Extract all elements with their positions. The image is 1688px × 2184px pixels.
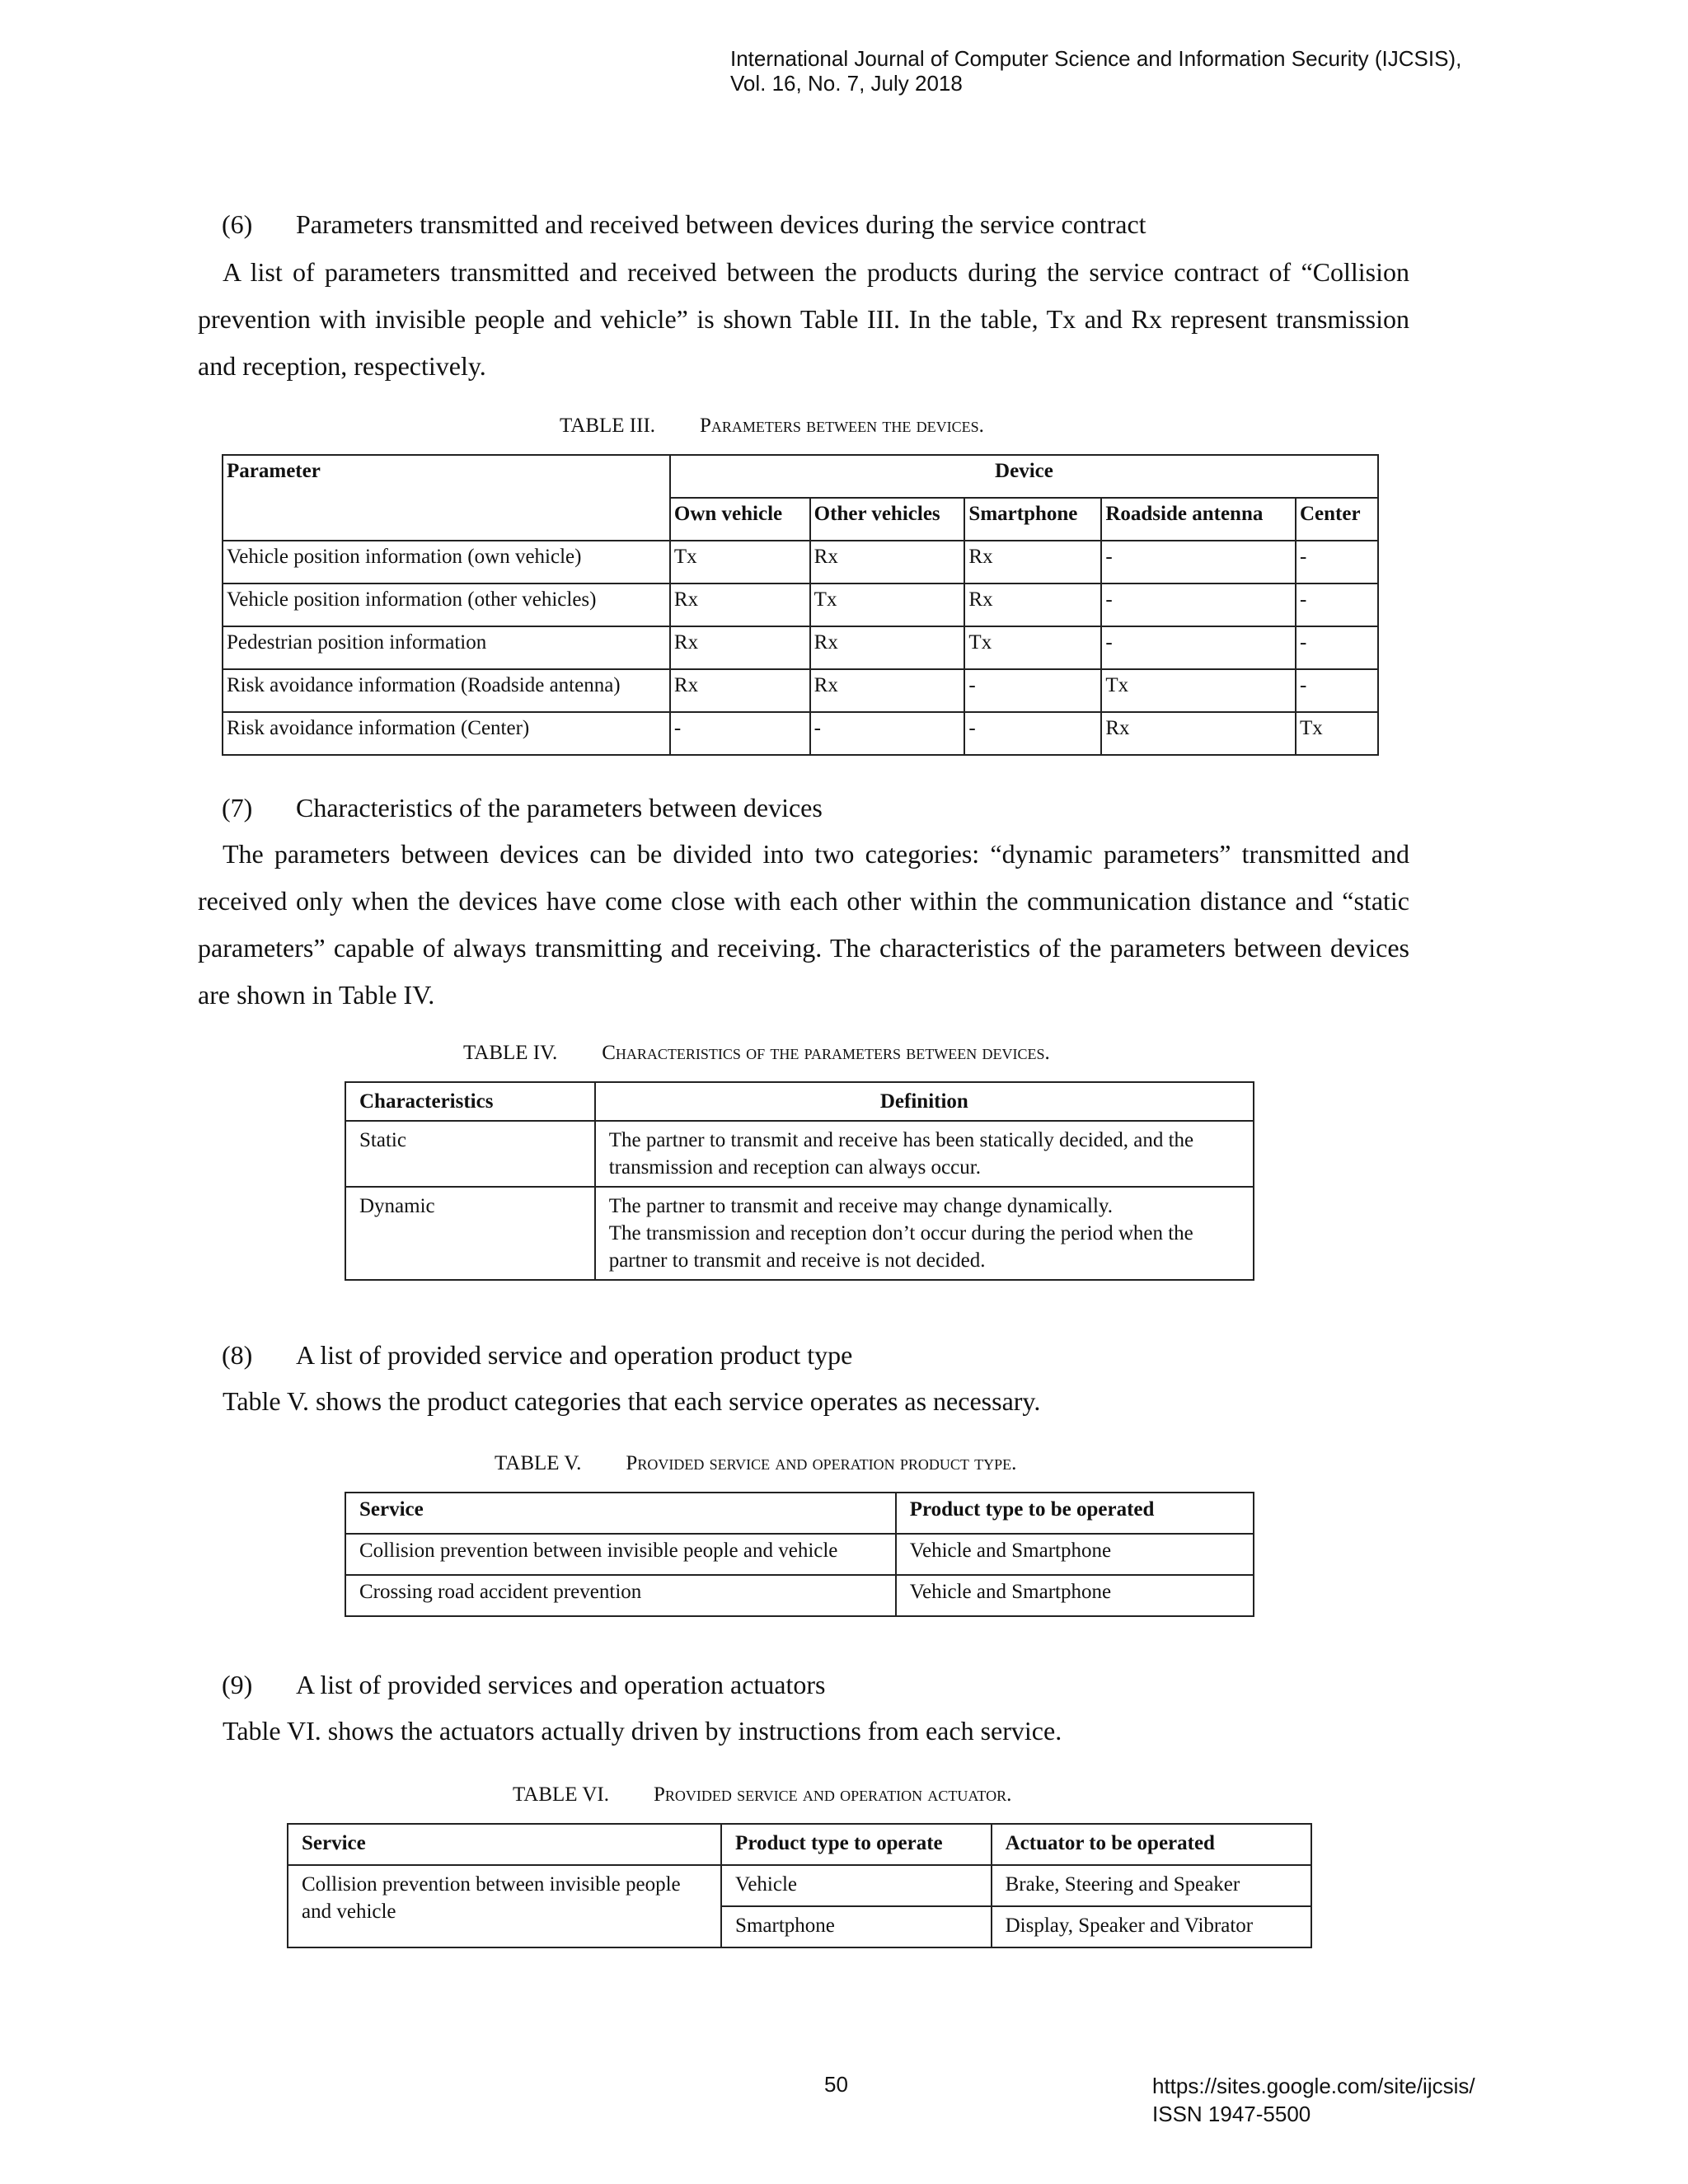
section-number: (6): [222, 209, 253, 239]
device-header: Device: [670, 455, 1378, 498]
table-header-row: [345, 1082, 1254, 1121]
table-cell: Tx: [670, 541, 810, 583]
table-cell: Collision prevention between invisible people and vehicle: [345, 1534, 896, 1575]
table-row: [345, 1187, 1254, 1280]
table-4: [345, 1081, 1254, 1281]
table-4-caption: [463, 1042, 1050, 1065]
table-cell: -: [1296, 583, 1378, 626]
table-cell: Vehicle: [721, 1865, 992, 1906]
table-number: TABLE V.: [495, 1452, 582, 1474]
table-cell: Smartphone: [721, 1906, 992, 1947]
column-header: Service: [288, 1824, 721, 1865]
table-row: [345, 1575, 1254, 1616]
table-cell: Rx: [810, 626, 965, 669]
section-6-paragraph: A list of parameters transmitted and received between the products during the service contract of “Collision prevention with invisible people and vehicle” is shown Table III. In the table, Tx and Rx represent transmission and reception, respectively.: [198, 257, 1409, 381]
section-title: Characteristics of the parameters between devices: [296, 793, 823, 823]
column-header: Roadside antenna: [1101, 498, 1296, 541]
table-cell: Dynamic: [345, 1187, 595, 1280]
table-cell: Risk avoidance information (Roadside antenna): [223, 669, 670, 712]
table-header-row: [223, 455, 1378, 498]
section-6-heading: [222, 209, 1146, 240]
column-header: Service: [345, 1493, 896, 1534]
table-row: [223, 583, 1378, 626]
column-header: Definition: [595, 1082, 1254, 1121]
table-6: [287, 1823, 1312, 1948]
section-number: (7): [222, 793, 253, 823]
definition-line: The transmission and reception don’t occur during the period when the partner to transmit and receive is not decided.: [608, 1222, 1193, 1272]
table-cell: The partner to transmit and receive has been statically decided, and the transmission and reception can always occur.: [595, 1121, 1254, 1187]
table-cell: Risk avoidance information (Center): [223, 712, 670, 755]
table-cell: Rx: [670, 583, 810, 626]
table-cell: Tx: [1296, 712, 1378, 755]
table-title: Characteristics of the parameters between devices.: [602, 1042, 1050, 1064]
section-7-paragraph: The parameters between devices can be divided into two categories: “dynamic parameters” transmitted and received only when the devices have come close with each other within the communication distance and “static parameters” capable of always transmitting and receiving. The characteristics of the parameters between devices are shown in Table IV.: [198, 839, 1409, 1010]
column-header: Center: [1296, 498, 1378, 541]
parameter-header: Parameter: [223, 455, 670, 541]
page-number: 50: [824, 2072, 848, 2097]
section-title: Parameters transmitted and received between devices during the service contract: [296, 209, 1146, 239]
column-header: Other vehicles: [810, 498, 965, 541]
section-8-heading: [222, 1340, 852, 1371]
column-header: Smartphone: [964, 498, 1101, 541]
table-title: Provided service and operation actuator.: [653, 1783, 1012, 1806]
table-cell: Static: [345, 1121, 595, 1187]
table-cell: Rx: [810, 541, 965, 583]
column-header: Actuator to be operated: [992, 1824, 1311, 1865]
column-header: Product type to be operated: [896, 1493, 1254, 1534]
table-cell: Rx: [964, 541, 1101, 583]
table-cell: Vehicle and Smartphone: [896, 1534, 1254, 1575]
table-cell: Tx: [1101, 669, 1296, 712]
table-cell: Rx: [670, 669, 810, 712]
section-number: (8): [222, 1340, 253, 1370]
table-title: Provided service and operation product type.: [626, 1452, 1017, 1474]
journal-title: International Journal of Computer Science and Information Security (IJCSIS),: [730, 46, 1462, 71]
section-8-paragraph: Table V. shows the product categories that each service operates as necessary.: [223, 1386, 1041, 1416]
table-cell: Vehicle and Smartphone: [896, 1575, 1254, 1616]
table-cell: -: [1101, 626, 1296, 669]
footer-info: [1152, 2072, 1475, 2128]
table-row: [223, 669, 1378, 712]
table-cell: -: [1296, 541, 1378, 583]
table-cell: -: [1296, 669, 1378, 712]
definition-line: The partner to transmit and receive may change dynamically.: [608, 1195, 1114, 1217]
table-3-caption: [560, 415, 984, 438]
table-3: [222, 454, 1379, 756]
table-row: [223, 712, 1378, 755]
section-title: A list of provided services and operation actuators: [296, 1670, 826, 1699]
table-cell: -: [1296, 626, 1378, 669]
table-cell: -: [964, 669, 1101, 712]
table-number: TABLE IV.: [463, 1042, 558, 1064]
table-cell: Display, Speaker and Vibrator: [992, 1906, 1311, 1947]
table-cell: Crossing road accident prevention: [345, 1575, 896, 1616]
table-6-caption: [513, 1783, 1011, 1807]
table-header-row: [345, 1493, 1254, 1534]
table-cell: Vehicle position information (other vehicles): [223, 583, 670, 626]
table-cell: -: [810, 712, 965, 755]
table-row: [223, 541, 1378, 583]
table-row: [345, 1121, 1254, 1187]
journal-url: https://sites.google.com/site/ijcsis/: [1152, 2074, 1475, 2098]
journal-header: [730, 46, 1461, 96]
table-cell: Rx: [810, 669, 965, 712]
table-number: TABLE VI.: [513, 1783, 609, 1806]
table-5: [345, 1492, 1254, 1617]
table-cell: Tx: [964, 626, 1101, 669]
table-cell: -: [1101, 541, 1296, 583]
column-header: Characteristics: [345, 1082, 595, 1121]
table-row: [223, 626, 1378, 669]
table-cell: Tx: [810, 583, 965, 626]
table-header-row: [288, 1824, 1311, 1865]
section-number: (9): [222, 1670, 253, 1699]
table-cell: [595, 1187, 1254, 1280]
section-9-paragraph: Table VI. shows the actuators actually driven by instructions from each service.: [223, 1716, 1062, 1746]
issn: ISSN 1947-5500: [1152, 2102, 1311, 2126]
table-row: [345, 1534, 1254, 1575]
table-cell: Rx: [1101, 712, 1296, 755]
table-cell: Pedestrian position information: [223, 626, 670, 669]
table-cell: Rx: [964, 583, 1101, 626]
table-cell: -: [670, 712, 810, 755]
table-cell: -: [964, 712, 1101, 755]
table-row: [288, 1865, 1311, 1906]
table-cell: Collision prevention between invisible people and vehicle: [288, 1865, 721, 1947]
journal-volume: Vol. 16, No. 7, July 2018: [730, 71, 963, 96]
column-header: Product type to operate: [721, 1824, 992, 1865]
table-cell: Brake, Steering and Speaker: [992, 1865, 1311, 1906]
section-title: A list of provided service and operation product type: [296, 1340, 853, 1370]
column-header: Own vehicle: [670, 498, 810, 541]
section-7-heading: [222, 793, 823, 823]
table-cell: -: [1101, 583, 1296, 626]
table-5-caption: [495, 1452, 1016, 1475]
table-cell: Vehicle position information (own vehicle): [223, 541, 670, 583]
section-9-heading: [222, 1670, 825, 1700]
table-title: Parameters between the devices.: [700, 415, 984, 437]
table-cell: Rx: [670, 626, 810, 669]
table-number: TABLE III.: [560, 415, 656, 437]
